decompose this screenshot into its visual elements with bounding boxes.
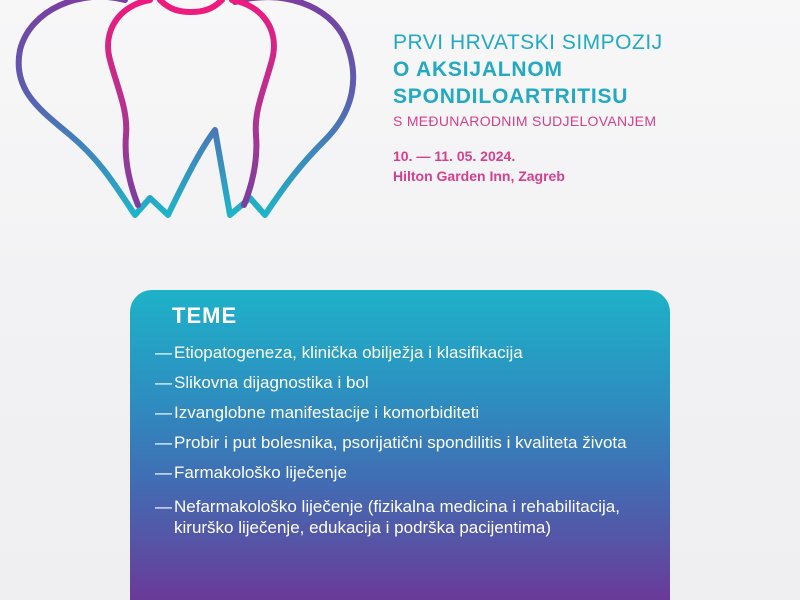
title-line-2: O AKSIJALNOM <box>393 58 563 81</box>
topic-bullet: — <box>155 343 172 362</box>
topic-item <box>155 428 650 458</box>
subtitle: S MEĐUNARODNIM SUDJELOVANJEM <box>393 113 657 129</box>
title-line-1: PRVI HRVATSKI SIMPOZIJ <box>393 31 663 54</box>
topic-bullet: — <box>155 373 172 392</box>
title-line-3: SPONDILOARTRITISU <box>393 85 629 108</box>
topic-text: Slikovna dijagnostika i bol <box>174 373 369 392</box>
topic-item <box>155 398 650 428</box>
topic-text: Etiopatogeneza, klinička obilježja i klasifikacija <box>174 343 523 362</box>
topic-item <box>155 496 650 538</box>
topic-bullet: — <box>155 497 172 516</box>
topic-bullet: — <box>155 433 172 452</box>
symposium-logo-icon <box>10 0 370 225</box>
event-header <box>393 30 793 186</box>
topic-bullet: — <box>155 403 172 422</box>
topic-item <box>155 338 650 368</box>
topic-item <box>155 368 650 398</box>
topic-text: Probir i put bolesnika, psorijatični spondilitis i kvaliteta života <box>174 433 627 452</box>
event-venue: Hilton Garden Inn, Zagreb <box>393 168 565 184</box>
topic-item <box>155 458 650 488</box>
topics-box <box>130 290 670 600</box>
event-date: 10. — 11. 05. 2024. <box>393 148 516 164</box>
topics-title: TEME <box>172 303 238 328</box>
topic-bullet: — <box>155 463 172 482</box>
topic-text: Farmakološko liječenje <box>174 463 347 482</box>
topic-text: Nefarmakološko liječenje (fizikalna medicina i rehabilitacija, kirurško liječenje, edukacija i podrška pacijentima) <box>174 497 620 537</box>
topic-text: Izvanglobne manifestacije i komorbiditeti <box>174 403 480 422</box>
